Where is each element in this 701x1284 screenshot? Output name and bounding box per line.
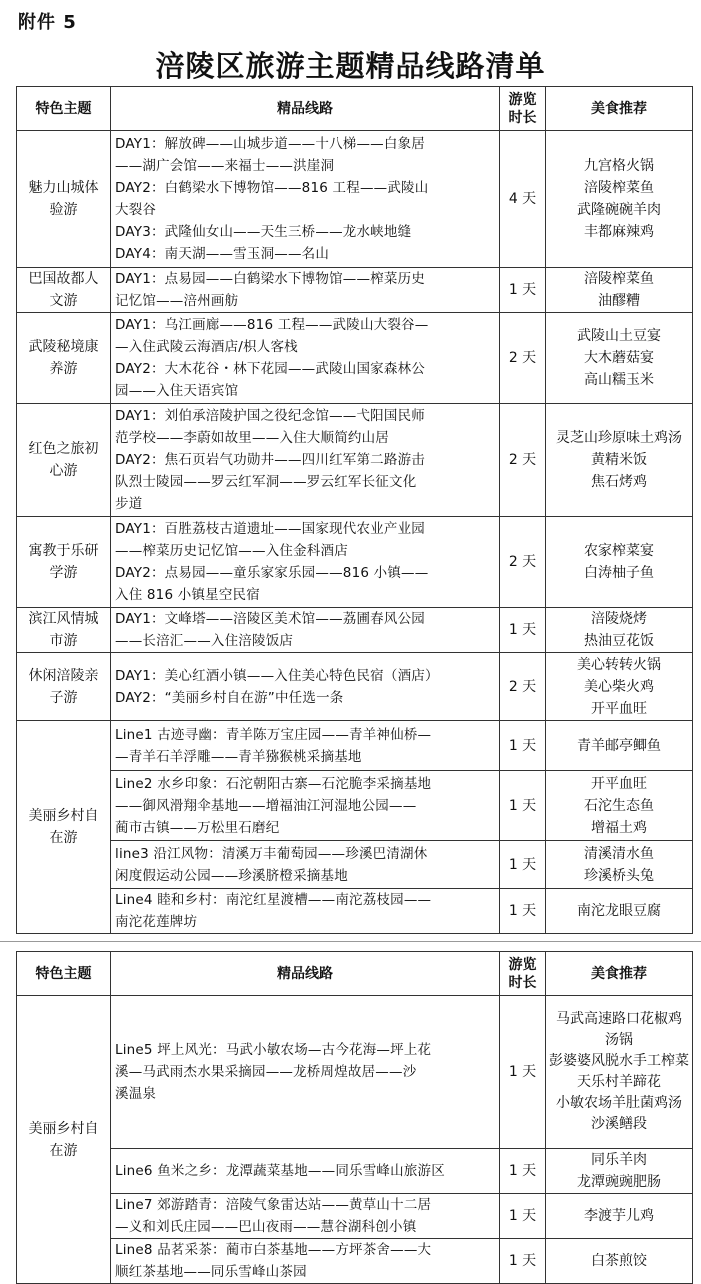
food-item: 大木蘑菇宴 <box>584 350 654 366</box>
table-row <box>17 721 693 771</box>
food-cell <box>546 1239 693 1284</box>
route-cell <box>111 996 500 1149</box>
route-line: Line5 坪上风光：马武小敏农场—古今花海—坪上花 <box>115 1042 432 1058</box>
food-item: 小敏农场羊肚菌鸡汤 <box>556 1095 682 1111</box>
route-line: —入住武陵云海酒店/枳人客栈 <box>115 339 298 355</box>
route-line: 范学校——李蔚如故里——入住大顺简约山居 <box>115 430 389 446</box>
table-row <box>17 1149 693 1194</box>
theme-cell: 美丽乡村自在游 <box>17 721 111 934</box>
route-line: —青羊石羊浮雕——青羊猕猴桃采摘基地 <box>115 748 362 765</box>
food-item: 沙溪鳝段 <box>591 1116 647 1132</box>
route-line: Line1 古迹寻幽：青羊陈万宝庄园——青羊神仙桥— <box>115 726 432 743</box>
theme-cell: 寓教于乐研学游 <box>17 517 111 608</box>
food-item: 青羊邮亭鲫鱼 <box>577 737 661 754</box>
food-item: 油醪糟 <box>598 293 640 309</box>
route-line: DAY2：“美丽乡村自在游”中任选一条 <box>115 689 344 706</box>
route-line: ——榨菜历史记忆馆——入住金科酒店 <box>115 543 348 559</box>
table-row <box>17 841 693 889</box>
route-line: DAY3：武隆仙女山——天生三桥——龙水峡地缝 <box>115 224 412 240</box>
food-item: 白涛柚子鱼 <box>584 565 654 581</box>
food-item: 美心柴火鸡 <box>584 678 654 695</box>
food-cell <box>546 996 693 1149</box>
duration-cell: 1 天 <box>500 1239 546 1284</box>
route-line: 步道 <box>115 496 143 512</box>
route-cell <box>111 1239 500 1284</box>
table-row <box>17 653 693 721</box>
header-food: 美食推荐 <box>546 87 693 131</box>
duration-cell: 2 天 <box>500 404 546 517</box>
route-line: —义和刘氏庄园——巴山夜雨——慧谷湖科创小镇 <box>115 1219 417 1235</box>
theme-cell: 休闲涪陵亲子游 <box>17 653 111 721</box>
food-item: 南沱龙眼豆腐 <box>577 903 661 919</box>
food-item: 彭婆婆风脱水手工榨菜 <box>549 1053 689 1069</box>
food-item: 涪陵榨菜鱼 <box>584 180 654 196</box>
route-line: DAY2：大木花谷・林下花园——武陵山国家森林公 <box>115 361 425 377</box>
route-cell <box>111 889 500 934</box>
food-cell <box>546 771 693 841</box>
attachment-label: 附件 5 <box>18 12 77 33</box>
route-cell <box>111 313 500 404</box>
theme-cell: 美丽乡村自在游 <box>17 996 111 1284</box>
route-line: 顺红茶基地——同乐雪峰山茶园 <box>115 1264 307 1280</box>
route-line: 园——入住天语宾馆 <box>115 383 239 399</box>
food-item: 高山糯玉米 <box>584 372 654 388</box>
duration-cell: 2 天 <box>500 517 546 608</box>
food-item: 武隆碗碗羊肉 <box>577 202 661 218</box>
food-item: 涪陵烧烤 <box>591 611 647 627</box>
table-row <box>17 1194 693 1239</box>
duration-cell: 4 天 <box>500 131 546 268</box>
theme-cell: 魅力山城体验游 <box>17 131 111 268</box>
header-theme: 特色主题 <box>17 952 111 996</box>
food-item: 农家榨菜宴 <box>584 543 654 559</box>
table-row <box>17 131 693 268</box>
food-item: 热油豆花饭 <box>584 633 654 649</box>
food-item: 丰都麻辣鸡 <box>584 224 654 240</box>
food-item: 清溪清水鱼 <box>584 845 654 862</box>
route-table-page-2 <box>16 951 693 1284</box>
route-cell <box>111 1149 500 1194</box>
route-line: 入住 816 小镇星空民宿 <box>115 587 260 603</box>
route-cell <box>111 721 500 771</box>
duration-cell: 1 天 <box>500 608 546 653</box>
header-food: 美食推荐 <box>546 952 693 996</box>
route-line: ——长涪汇——入住涪陵饭店 <box>115 633 294 649</box>
route-line: DAY1：文峰塔——涪陵区美术馆——荔圃春风公园 <box>115 611 425 627</box>
food-item: 开平血旺 <box>591 775 647 792</box>
route-line: 闲度假运动公园——珍溪脐橙采摘基地 <box>115 867 348 884</box>
route-line: DAY2：点易园——童乐家家乐园——816 小镇—— <box>115 565 429 581</box>
theme-cell: 红色之旅初心游 <box>17 404 111 517</box>
duration-cell: 2 天 <box>500 313 546 404</box>
food-item: 焦石烤鸡 <box>591 474 647 490</box>
food-item: 马武高速路口花椒鸡 <box>556 1011 682 1027</box>
header-route: 精品线路 <box>111 952 500 996</box>
food-item: 黄精米饭 <box>591 452 647 468</box>
route-cell <box>111 404 500 517</box>
food-item: 九宫格火锅 <box>584 158 654 174</box>
food-item: 石沱生态鱼 <box>584 797 654 814</box>
food-cell <box>546 1194 693 1239</box>
duration-cell: 1 天 <box>500 1194 546 1239</box>
table-row <box>17 268 693 313</box>
food-item: 珍溪桥头兔 <box>584 867 654 884</box>
page-title: 涪陵区旅游主题精品线路清单 <box>155 49 546 83</box>
food-cell <box>546 268 693 313</box>
route-cell <box>111 131 500 268</box>
route-line: Line8 品茗采茶：蔺市白茶基地——方坪茶舍——大 <box>115 1242 432 1258</box>
route-line: DAY2：白鹤梁水下博物馆——816 工程——武陵山 <box>115 180 429 196</box>
route-line: Line7 郊游踏青：涪陵气象雷达站——黄草山十二居 <box>115 1197 432 1213</box>
food-item: 龙潭豌豌肥肠 <box>577 1174 661 1190</box>
route-line: DAY4：南天湖——雪玉洞——名山 <box>115 246 330 262</box>
route-cell <box>111 653 500 721</box>
route-line: 记忆馆——涪州画舫 <box>115 293 239 309</box>
duration-cell: 1 天 <box>500 841 546 889</box>
food-cell <box>546 721 693 771</box>
food-cell <box>546 608 693 653</box>
duration-cell: 1 天 <box>500 721 546 771</box>
route-line: 南沱花莲牌坊 <box>115 914 198 930</box>
food-item: 美心转转火锅 <box>577 656 661 673</box>
table-row <box>17 889 693 934</box>
food-cell <box>546 131 693 268</box>
route-line: Line6 鱼米之乡：龙潭蔬菜基地——同乐雪峰山旅游区 <box>115 1163 445 1179</box>
food-cell <box>546 404 693 517</box>
duration-cell: 1 天 <box>500 996 546 1149</box>
food-item: 汤锅 <box>605 1032 633 1048</box>
table-row <box>17 404 693 517</box>
food-item: 同乐羊肉 <box>591 1152 647 1168</box>
table-header-row <box>17 87 693 131</box>
header-route: 精品线路 <box>111 87 500 131</box>
food-item: 李渡芋儿鸡 <box>584 1208 654 1224</box>
duration-cell: 1 天 <box>500 268 546 313</box>
theme-cell: 巴国故都人文游 <box>17 268 111 313</box>
route-table-page-1 <box>16 86 693 934</box>
food-cell <box>546 517 693 608</box>
route-line: ——湖广会馆——来福士——洪崖洞 <box>115 158 335 174</box>
page-separator <box>0 941 701 942</box>
food-item: 白茶煎饺 <box>591 1253 647 1269</box>
food-item: 灵芝山珍原味土鸡汤 <box>556 430 682 446</box>
route-cell <box>111 268 500 313</box>
food-item: 武陵山土豆宴 <box>577 328 661 344</box>
table-row <box>17 771 693 841</box>
duration-cell: 1 天 <box>500 889 546 934</box>
table-row <box>17 608 693 653</box>
food-cell <box>546 653 693 721</box>
route-line: ——御风滑翔伞基地——增福油江河湿地公园—— <box>115 797 417 814</box>
table-row <box>17 996 693 1149</box>
duration-cell: 1 天 <box>500 771 546 841</box>
route-line: 溪温泉 <box>115 1086 157 1102</box>
food-cell <box>546 841 693 889</box>
table-header-row <box>17 952 693 996</box>
food-item: 涪陵榨菜鱼 <box>584 271 654 287</box>
route-cell <box>111 608 500 653</box>
header-duration: 游览 时长 <box>500 952 546 996</box>
route-line: DAY1：乌江画廊——816 工程——武陵山大裂谷— <box>115 317 429 333</box>
route-line: 溪—马武雨杰水果采摘园——龙桥周煌故居——沙 <box>115 1064 417 1080</box>
route-line: Line2 水乡印象：石沱朝阳古寨—石沱脆李采摘基地 <box>115 775 432 792</box>
route-line: 蔺市古镇——万松里石磨纪 <box>115 819 280 836</box>
route-cell <box>111 841 500 889</box>
route-line: 大裂谷 <box>115 202 157 218</box>
food-cell <box>546 313 693 404</box>
route-cell <box>111 1194 500 1239</box>
route-line: DAY1：点易园——白鹤梁水下博物馆——榨菜历史 <box>115 271 425 287</box>
header-theme: 特色主题 <box>17 87 111 131</box>
table-row <box>17 517 693 608</box>
table-row <box>17 1239 693 1284</box>
route-line: DAY2：焦石页岩气功勋井——四川红军第二路游击 <box>115 452 425 468</box>
theme-cell: 滨江风情城市游 <box>17 608 111 653</box>
food-cell <box>546 1149 693 1194</box>
food-item: 天乐村羊蹄花 <box>577 1074 661 1090</box>
table-row <box>17 313 693 404</box>
route-line: DAY1：美心红酒小镇——入住美心特色民宿（酒店） <box>115 667 439 684</box>
food-item: 增福土鸡 <box>591 819 647 836</box>
food-item: 开平血旺 <box>591 700 647 717</box>
route-line: line3 沿江风物：清溪万丰葡萄园——珍溪巴清湖休 <box>115 845 428 862</box>
header-duration: 游览 时长 <box>500 87 546 131</box>
theme-cell: 武陵秘境康养游 <box>17 313 111 404</box>
duration-cell: 2 天 <box>500 653 546 721</box>
route-line: Line4 睦和乡村：南沱红星渡槽——南沱荔枝园—— <box>115 892 432 908</box>
route-line: DAY1：百胜荔枝古道遗址——国家现代农业产业园 <box>115 521 425 537</box>
route-line: 队烈士陵园——罗云红军洞——罗云红军长征文化 <box>115 474 417 490</box>
route-cell <box>111 517 500 608</box>
route-cell <box>111 771 500 841</box>
route-line: DAY1：解放碑——山城步道——十八梯——白象居 <box>115 136 425 152</box>
duration-cell: 1 天 <box>500 1149 546 1194</box>
route-line: DAY1：刘伯承涪陵护国之役纪念馆——弋阳国民师 <box>115 408 425 424</box>
food-cell <box>546 889 693 934</box>
